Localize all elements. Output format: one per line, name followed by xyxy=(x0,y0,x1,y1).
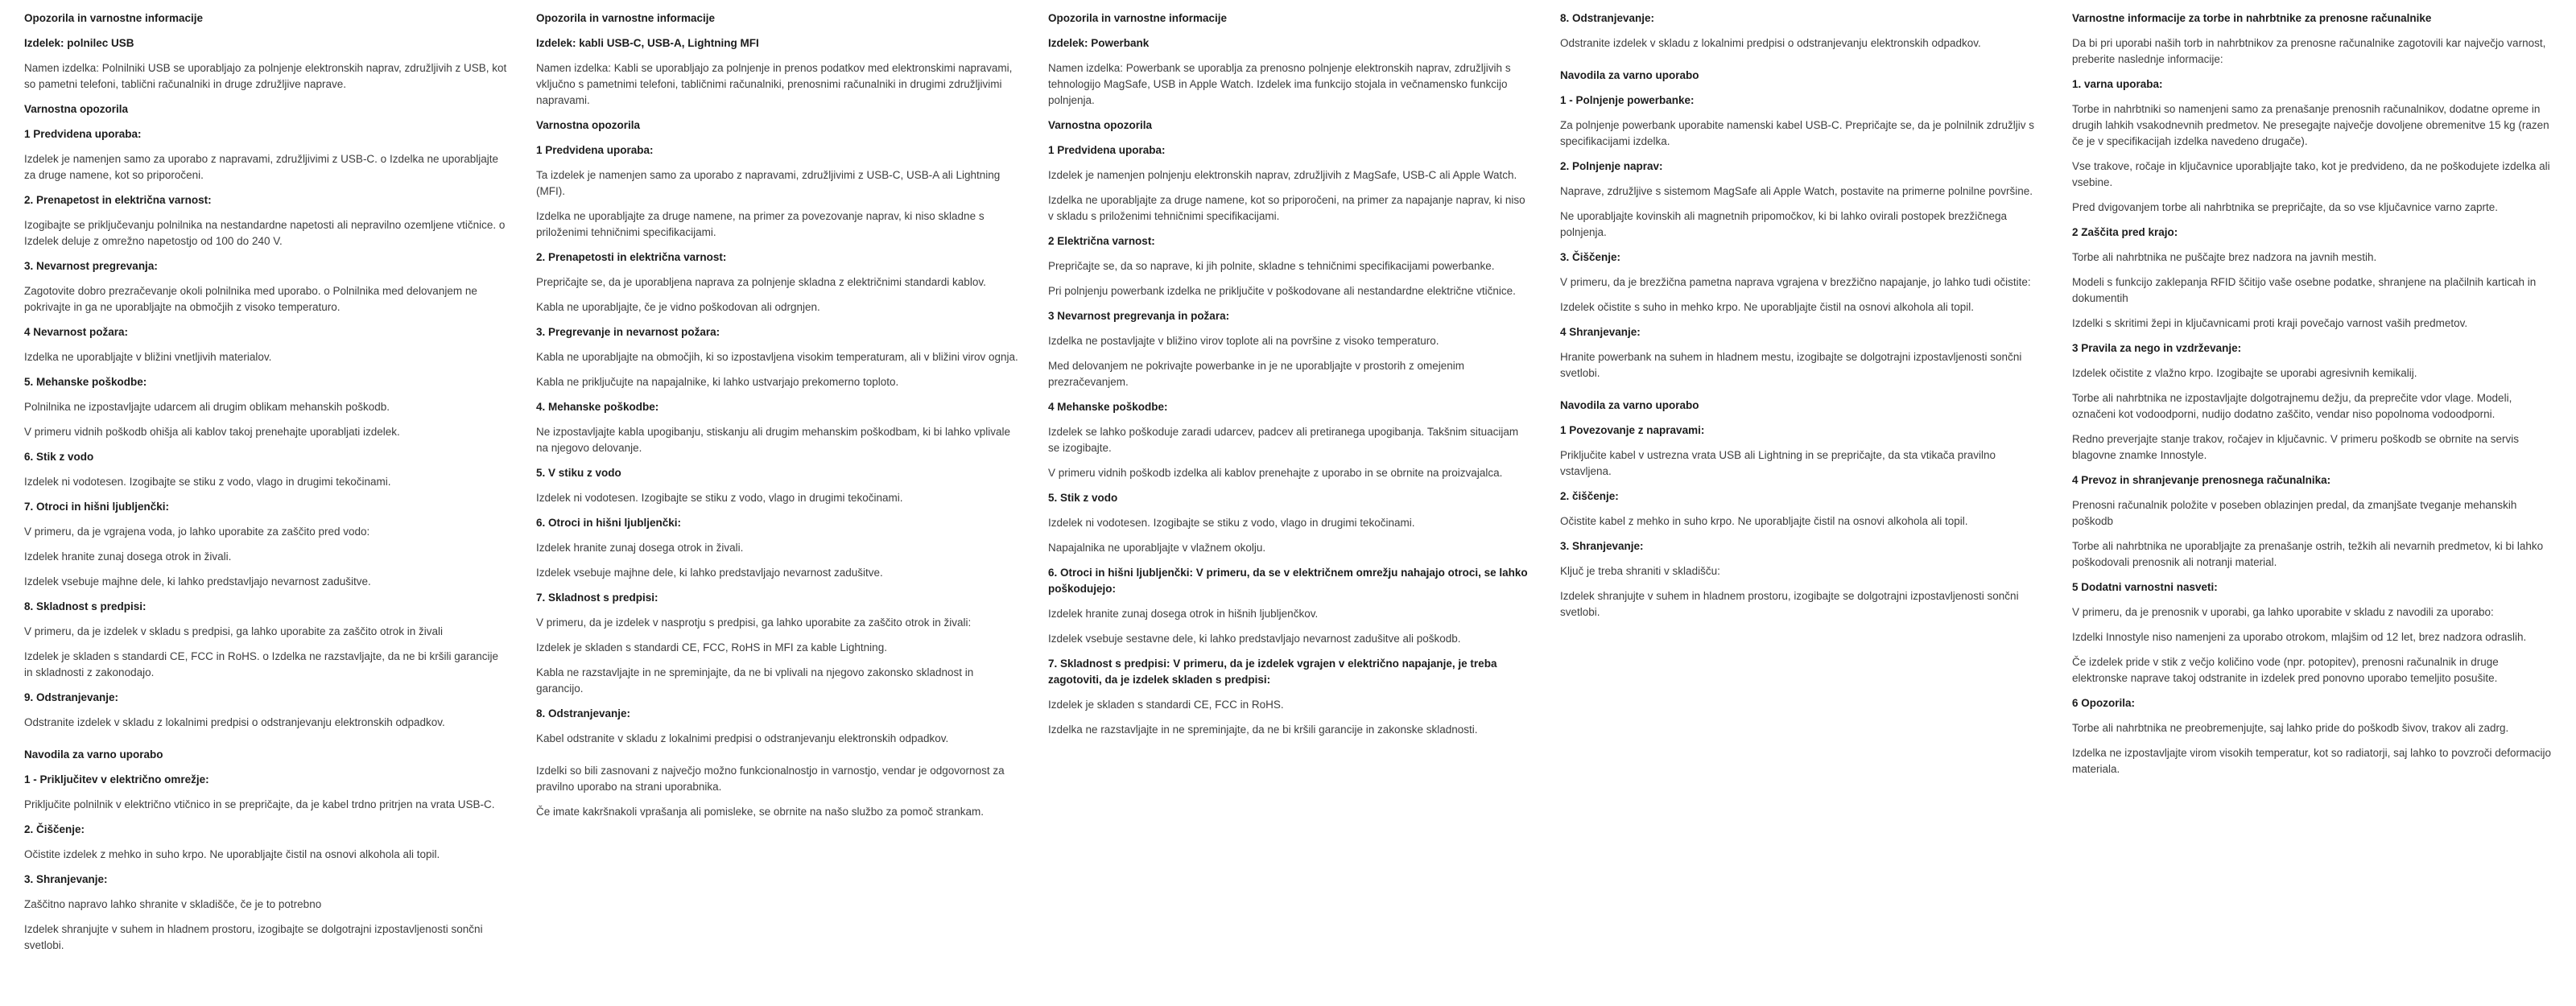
paragraph: Namen izdelka: Polnilniki USB se uporabljajo za polnjenje elektronskih naprav, združljivih z USB, kot so pametni telefoni, tablični računalniki in druge združljive naprave. xyxy=(24,62,507,90)
paragraph: V primeru, da je izdelek v skladu s predpisi, ga lahko uporabite za zaščito otrok in živali xyxy=(24,625,444,637)
paragraph: Če imate kakršnakoli vprašanja ali pomisleke, se obrnite na našo službo za pomoč strankam. xyxy=(536,806,985,818)
section-heading: 2. Polnjenje naprav: xyxy=(1560,160,1663,172)
paragraph: Če izdelek pride v stik z večjo količino vode (npr. potopitev), prenosni računalnik in druge elektronske naprave takoj odstranite in izdelek pred ponovno uporabo temeljito posušite. xyxy=(2072,656,2499,684)
section-heading: Opozorila in varnostne informacije xyxy=(536,12,716,24)
section-heading: 3 Pravila za nego in vzdrževanje: xyxy=(2072,342,2242,354)
section-heading: 7. Skladnost s predpisi: xyxy=(536,592,658,604)
paragraph: Izdelka ne izpostavljajte virom visokih temperatur, kot so radiatorji, saj lahko to povzroči deformacijo materiala. xyxy=(2072,747,2552,775)
paragraph: Izdelek ni vodotesen. Izogibajte se stiku z vodo, vlago in drugimi tekočinami. xyxy=(24,476,391,488)
text-column-laptop-bag-safety xyxy=(2072,10,2555,1006)
paragraph: Modeli s funkcijo zaklepanja RFID ščitijo vaše osebne podatke, shranjene na plačilnih karticah in dokumentih xyxy=(2072,276,2537,304)
section-heading: Navodila za varno uporabo xyxy=(1560,399,1699,411)
section-heading: Varnostna opozorila xyxy=(24,103,129,115)
paragraph: Izdelek shranjujte v suhem in hladnem prostoru, izogibajte se dolgotrajni izpostavljenosti sončni svetlobi. xyxy=(24,923,483,951)
paragraph: Vse trakove, ročaje in ključavnice uporabljajte tako, kot je predvideno, da ne poškodujete izdelka ali vsebine. xyxy=(2072,160,2550,188)
section-heading: 2. čiščenje: xyxy=(1560,490,1619,502)
paragraph: Izdelek shranjujte v suhem in hladnem prostoru, izogibajte se dolgotrajni izpostavljenosti sončni svetlobi. xyxy=(1560,590,2019,618)
section-heading: 6 Opozorila: xyxy=(2072,697,2136,709)
paragraph: Namen izdelka: Kabli se uporabljajo za polnjenje in prenos podatkov med elektronskimi napravami, vključno s pametnimi telefoni, tabličnimi računalniki, prenosnimi računalniki in drugimi združljivimi napravami. xyxy=(536,62,1013,106)
paragraph: V primeru, da je izdelek v nasprotju s predpisi, ga lahko uporabite za zaščito otrok in živali: xyxy=(536,616,972,629)
paragraph: Izdelka ne postavljajte v bližino virov toplote ali na površine z visoko temperaturo. xyxy=(1048,335,1439,347)
paragraph: Polnilnika ne izpostavljajte udarcem ali drugim oblikam mehanskih poškodb. xyxy=(24,401,390,413)
paragraph: Izdelek očistite z vlažno krpo. Izogibajte se uporabi agresivnih kemikalij. xyxy=(2072,367,2417,379)
section-heading: 8. Odstranjevanje: xyxy=(536,707,631,719)
paragraph: V primeru vidnih poškodb ohišja ali kablov takoj prenehajte uporabljati izdelek. xyxy=(24,426,400,438)
paragraph: Izogibajte se priključevanju polnilnika na nestandardne napetosti ali nepravilno ozemljene vtičnice. o Izdelek deluje z omrežno napetostjo od 100 do 240 V. xyxy=(24,219,506,247)
section-heading: 1 Predvidena uporaba: xyxy=(1048,144,1166,156)
paragraph: Ne uporabljajte kovinskih ali magnetnih pripomočkov, ki bi lahko ovirali postopek brezžičnega polnjenja. xyxy=(1560,210,2008,238)
section-heading: 6. Otroci in hišni ljubljenčki: xyxy=(536,517,682,529)
paragraph: Odstranite izdelek v skladu z lokalnimi predpisi o odstranjevanju elektronskih odpadkov. xyxy=(24,716,445,728)
paragraph: Torbe in nahrbtniki so namenjeni samo za prenašanje prenosnih računalnikov, dodatne opreme in drugih lahkih vsakodnevnih predmetov. Ne presegajte največje dovoljene obremenitve 15 kg (razen če je v specifikacijah izdelka navedeno drugače). xyxy=(2072,103,2549,147)
paragraph: Torbe ali nahrbtnika ne preobremenjujte, saj lahko pride do poškodb šivov, trakov ali zadrg. xyxy=(2072,722,2509,734)
paragraph: Prenosni računalnik položite v poseben oblazinjen predal, da zmanjšate tveganje mehanskih poškodb xyxy=(2072,499,2517,527)
section-heading: 5. Stik z vodo xyxy=(1048,492,1118,504)
paragraph: Da bi pri uporabi naših torb in nahrbtnikov za prenosne računalnike zagotovili kar največjo varnost, preberite naslednje informacije: xyxy=(2072,37,2546,65)
paragraph: Priključite kabel v ustrezna vrata USB ali Lightning in se prepričajte, da sta vtikača pravilno vstavljena. xyxy=(1560,449,1996,477)
section-heading: 5 Dodatni varnostni nasveti: xyxy=(2072,581,2218,593)
paragraph: Namen izdelka: Powerbank se uporablja za prenosno polnjenje elektronskih naprav, združljivih s tehnologijo MagSafe, USB in Apple Watch. Izdelek ima funkcijo stojala in večnamensko funkcijo polnjenja. xyxy=(1048,62,1511,106)
paragraph: Izdelek je skladen s standardi CE, FCC in RoHS. o Izdelka ne razstavljajte, da ne bi kršili garancije in skladnosti z zakonodajo. xyxy=(24,650,499,678)
section-heading: 9. Odstranjevanje: xyxy=(24,691,119,703)
section-heading: 8. Skladnost s predpisi: xyxy=(24,600,147,612)
paragraph: Zagotovite dobro prezračevanje okoli polnilnika med uporabo. o Polnilnika med delovanjem ne pokrivajte in ga ne uporabljajte na območjih z visoko temperaturo. xyxy=(24,285,477,313)
paragraph: Izdelek je skladen s standardi CE, FCC in RoHS. xyxy=(1048,699,1284,711)
paragraph: Izdelka ne uporabljajte za druge namene, na primer za povezovanje naprav, ki niso skladne s priloženimi tehničnimi specifikacijami. xyxy=(536,210,985,238)
section-heading: 7. Skladnost s predpisi: V primeru, da je izdelek vgrajen v električno napajanje, je treba zagotoviti, da je izdelek skladen s predpisi: xyxy=(1048,658,1497,686)
paragraph: Izdelek hranite zunaj dosega otrok in hišnih ljubljenčkov. xyxy=(1048,608,1319,620)
paragraph: Izdelki Innostyle niso namenjeni za uporabo otrokom, mlajšim od 12 let, brez nadzora odraslih. xyxy=(2072,631,2527,643)
section-heading: 7. Otroci in hišni ljubljenčki: xyxy=(24,501,170,513)
section-heading: 8. Odstranjevanje: xyxy=(1560,12,1655,24)
paragraph: Izdelek ni vodotesen. Izogibajte se stiku z vodo, vlago in drugimi tekočinami. xyxy=(536,492,903,504)
section-heading: 1. varna uporaba: xyxy=(2072,78,2163,90)
paragraph: Izdelek vsebuje majhne dele, ki lahko predstavljajo nevarnost zadušitve. xyxy=(536,567,883,579)
paragraph: Pri polnjenju powerbank izdelka ne priključite v poškodovane ali nestandardne električne vtičnice. xyxy=(1048,285,1516,297)
paragraph: Izdelek ni vodotesen. Izogibajte se stiku z vodo, vlago in drugimi tekočinami. xyxy=(1048,517,1415,529)
paragraph: Izdelek se lahko poškoduje zaradi udarcev, padcev ali pretiranega upogibanja. Takšnim situacijam se izogibajte. xyxy=(1048,426,1519,454)
section-heading: 4 Shranjevanje: xyxy=(1560,326,1641,338)
paragraph: V primeru vidnih poškodb izdelka ali kablov prenehajte z uporabo in se obrnite na proizvajalca. xyxy=(1048,467,1503,479)
text-column-powerbank-and-cable-usage xyxy=(1560,10,2043,1006)
section-heading: 4. Mehanske poškodbe: xyxy=(536,401,659,413)
paragraph: Za polnjenje powerbank uporabite namenski kabel USB-C. Prepričajte se, da je polnilnik združljiv s specifikacijami izdelka. xyxy=(1560,119,2035,147)
section-heading: 4 Nevarnost požara: xyxy=(24,326,129,338)
paragraph: Ključ je treba shraniti v skladišču: xyxy=(1560,565,1720,577)
paragraph: Izdelka ne uporabljajte za druge namene, kot so priporočeni, na primer za napajanje naprav, ki niso v skladu s priloženimi tehničnimi specifikacijami. xyxy=(1048,194,1525,222)
paragraph: V primeru, da je vgrajena voda, jo lahko uporabite za zaščito pred vodo: xyxy=(24,526,370,538)
columns-row xyxy=(24,10,2555,1006)
section-heading: 2 Električna varnost: xyxy=(1048,235,1155,247)
paragraph: Izdelki so bili zasnovani z največjo možno funkcionalnostjo in varnostjo, vendar je odgovornost za pravilno uporabo na strani uporabnika. xyxy=(536,765,1005,793)
paragraph: Izdelek hranite zunaj dosega otrok in živali. xyxy=(536,542,744,554)
paragraph: Redno preverjajte stanje trakov, ročajev in ključavnic. V primeru poškodb se obrnite na servis blagovne znamke Innostyle. xyxy=(2072,433,2520,461)
section-heading: Opozorila in varnostne informacije xyxy=(24,12,204,24)
paragraph: Izdelek vsebuje majhne dele, ki lahko predstavljajo nevarnost zadušitve. xyxy=(24,575,371,588)
section-heading: 1 - Priključitev v električno omrežje: xyxy=(24,773,209,785)
section-heading: Izdelek: Powerbank xyxy=(1048,37,1150,49)
section-heading: 6. Otroci in hišni ljubljenčki: V primeru, da se v električnem omrežju nahajajo otroci, se lahko poškodujejo: xyxy=(1048,567,1528,595)
paragraph: V primeru, da je prenosnik v uporabi, ga lahko uporabite v skladu z navodili za uporabo: xyxy=(2072,606,2494,618)
section-heading: 1 Predvidena uporaba: xyxy=(536,144,654,156)
paragraph: Izdelek vsebuje sestavne dele, ki lahko predstavljajo nevarnost zadušitve ali poškodb. xyxy=(1048,633,1461,645)
section-heading: 1 Predvidena uporaba: xyxy=(24,128,142,140)
section-heading: 3. Shranjevanje: xyxy=(24,873,108,885)
section-heading: Izdelek: polnilec USB xyxy=(24,37,134,49)
paragraph: Zaščitno napravo lahko shranite v skladišče, če je to potrebno xyxy=(24,898,322,910)
section-heading: Izdelek: kabli USB-C, USB-A, Lightning MFI xyxy=(536,37,759,49)
paragraph: Kabla ne razstavljajte in ne spreminjajte, da ne bi vplivali na njegovo zakonsko skladnost in garancijo. xyxy=(536,666,974,695)
paragraph: Izdelek hranite zunaj dosega otrok in živali. xyxy=(24,550,232,563)
text-column-powerbank-warnings xyxy=(1048,10,1531,1006)
paragraph: Priključite polnilnik v električno vtičnico in se prepričajte, da je kabel trdno pritrjen na vrata USB-C. xyxy=(24,798,495,810)
paragraph: Torbe ali nahrbtnika ne izpostavljajte dolgotrajnemu dežju, da preprečite vdor vlage. Modeli, označeni kot vodoodporni, nudijo dodatno zaščito, vendar niso popolnoma vodoodporni. xyxy=(2072,392,2512,420)
paragraph: Ta izdelek je namenjen samo za uporabo z napravami, združljivimi z USB-C, USB-A ali Lightning (MFI). xyxy=(536,169,1001,197)
section-heading: 3. Čiščenje: xyxy=(1560,251,1621,263)
paragraph: Izdelek je skladen s standardi CE, FCC, RoHS in MFI za kable Lightning. xyxy=(536,641,887,653)
paragraph: Kabla ne uporabljajte na območjih, ki so izpostavljena visokim temperaturam, ali v bližini virov ognja. xyxy=(536,351,1018,363)
text-column-cable-warnings xyxy=(536,10,1019,1006)
paragraph: Med delovanjem ne pokrivajte powerbanke in je ne uporabljajte v prostorih z omejenim prezračevanjem. xyxy=(1048,360,1465,388)
paragraph: Napajalnika ne uporabljajte v vlažnem okolju. xyxy=(1048,542,1266,554)
paragraph: Izdelka ne uporabljajte v bližini vnetljivih materialov. xyxy=(24,351,272,363)
paragraph: Torbe ali nahrbtnika ne uporabljajte za prenašanje ostrih, težkih ali nevarnih predmetov, ki bi lahko poškodovali prenosnik ali notranji material. xyxy=(2072,540,2544,568)
section-heading: Navodila za varno uporabo xyxy=(1560,69,1699,81)
section-heading: 2. Prenapetosti in električna varnost: xyxy=(536,251,727,263)
section-heading: Varnostna opozorila xyxy=(1048,119,1153,131)
section-heading: 4 Mehanske poškodbe: xyxy=(1048,401,1168,413)
section-heading: 1 - Polnjenje powerbanke: xyxy=(1560,94,1695,106)
paragraph: Ne izpostavljajte kabla upogibanju, stiskanju ali drugim mehanskim poškodbam, ki bi lahko vplivale na njegovo delovanje. xyxy=(536,426,1011,454)
section-heading: 4 Prevoz in shranjevanje prenosnega računalnika: xyxy=(2072,474,2331,486)
section-heading: 5. V stiku z vodo xyxy=(536,467,621,479)
text-column-usb-charger-warnings xyxy=(24,10,507,1006)
paragraph: Izdelki s skritimi žepi in ključavnicami proti kraji povečajo varnost vaših predmetov. xyxy=(2072,317,2468,329)
paragraph: Prepričajte se, da so naprave, ki jih polnite, skladne s tehničnimi specifikacijami powerbanke. xyxy=(1048,260,1495,272)
paragraph: Očistite kabel z mehko in suho krpo. Ne uporabljajte čistil na osnovi alkohola ali topil. xyxy=(1560,515,1968,527)
paragraph: Izdelka ne razstavljajte in ne spreminjajte, da ne bi kršili garancije in zakonske skladnosti. xyxy=(1048,724,1478,736)
section-heading: 3. Nevarnost pregrevanja: xyxy=(24,260,158,272)
section-heading: 3. Pregrevanje in nevarnost požara: xyxy=(536,326,720,338)
paragraph: Kabla ne priključujte na napajalnike, ki lahko ustvarjajo prekomerno toploto. xyxy=(536,376,899,388)
section-heading: Varnostne informacije za torbe in nahrbtnike za prenosne računalnike xyxy=(2072,12,2432,24)
section-heading: 3. Shranjevanje: xyxy=(1560,540,1644,552)
section-heading: Navodila za varno uporabo xyxy=(24,748,163,761)
section-heading: 2. Čiščenje: xyxy=(24,823,85,835)
section-heading: 5. Mehanske poškodbe: xyxy=(24,376,147,388)
section-heading: 2. Prenapetost in električna varnost: xyxy=(24,194,212,206)
paragraph: Hranite powerbank na suhem in hladnem mestu, izogibajte se dolgotrajni izpostavljenosti sončni svetlobi. xyxy=(1560,351,2022,379)
paragraph: Odstranite izdelek v skladu z lokalnimi predpisi o odstranjevanju elektronskih odpadkov. xyxy=(1560,37,1981,49)
paragraph: Torbe ali nahrbtnika ne puščajte brez nadzora na javnih mestih. xyxy=(2072,251,2377,263)
paragraph: Izdelek je namenjen polnjenju elektronskih naprav, združljivih z MagSafe, USB-C ali Apple Watch. xyxy=(1048,169,1517,181)
section-heading: 1 Povezovanje z napravami: xyxy=(1560,424,1705,436)
paragraph: Kabel odstranite v skladu z lokalnimi predpisi o odstranjevanju elektronskih odpadkov. xyxy=(536,732,949,744)
section-heading: 3 Nevarnost pregrevanja in požara: xyxy=(1048,310,1230,322)
paragraph: Očistite izdelek z mehko in suho krpo. Ne uporabljajte čistil na osnovi alkohola ali topil. xyxy=(24,848,440,860)
section-heading: 2 Zaščita pred krajo: xyxy=(2072,226,2178,238)
paragraph: Kabla ne uporabljajte, če je vidno poškodovan ali odrgnjen. xyxy=(536,301,820,313)
paragraph: Naprave, združljive s sistemom MagSafe ali Apple Watch, postavite na primerne polnilne površine. xyxy=(1560,185,2033,197)
section-heading: Opozorila in varnostne informacije xyxy=(1048,12,1228,24)
paragraph: Izdelek očistite s suho in mehko krpo. Ne uporabljajte čistil na osnovi alkohola ali topil. xyxy=(1560,301,1975,313)
paragraph: Izdelek je namenjen samo za uporabo z napravami, združljivimi z USB-C. o Izdelka ne uporabljajte za druge namene, kot so priporočeni. xyxy=(24,153,499,181)
section-heading: 6. Stik z vodo xyxy=(24,451,94,463)
paragraph: Pred dvigovanjem torbe ali nahrbtnika se prepričajte, da so vse ključavnice varno zaprte. xyxy=(2072,201,2499,213)
paragraph: Prepričajte se, da je uporabljena naprava za polnjenje skladna z električnimi standardi kablov. xyxy=(536,276,986,288)
paragraph: V primeru, da je brezžična pametna naprava vgrajena v brezžično napajanje, jo lahko tudi očistite: xyxy=(1560,276,2031,288)
section-heading: Varnostna opozorila xyxy=(536,119,641,131)
